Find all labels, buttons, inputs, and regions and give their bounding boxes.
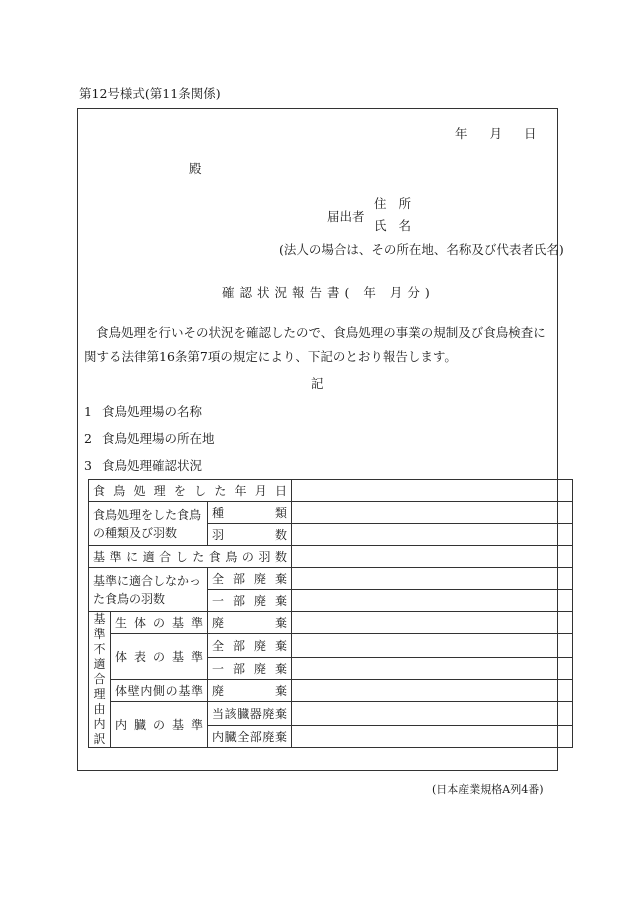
section-number: 1 — [84, 404, 92, 419]
date-row-value[interactable] — [292, 480, 573, 502]
count-label: 羽数 — [208, 524, 292, 546]
surface-partial-value[interactable] — [292, 658, 573, 680]
surface-label: 体表の基準 — [111, 634, 208, 680]
compliant-label: 基準に適合した食鳥の羽数 — [89, 546, 292, 568]
date-row-label: 食鳥処理をした年月日 — [89, 480, 292, 502]
noncompliant-full-label: 全部廃棄 — [208, 568, 292, 590]
report-title: 確認状況報告書( 年 月分) — [222, 285, 435, 300]
section-number: 2 — [84, 431, 92, 446]
compliant-value[interactable] — [292, 546, 573, 568]
surface-partial: 一部廃棄 — [208, 658, 292, 680]
applicant-label: 届出者 — [327, 209, 365, 224]
viscera-organ-value[interactable] — [292, 702, 573, 726]
surface-full-value[interactable] — [292, 634, 573, 658]
corporate-note: (法人の場合は、その所在地、名称及び代表者氏名) — [279, 242, 564, 257]
confirmation-table — [88, 479, 573, 748]
live-value[interactable] — [292, 612, 573, 634]
section-2 — [84, 429, 215, 447]
viscera-label: 内臓の基準 — [111, 702, 208, 748]
address-label: 住所 — [374, 196, 424, 211]
name-label: 氏名 — [374, 218, 424, 233]
viscera-organ: 当該臓器廃棄 — [208, 702, 292, 726]
date-line: 年 月 日 — [455, 126, 537, 141]
jis-note: (日本産業規格A列4番) — [432, 783, 544, 796]
viscera-all: 内臓全部廃棄 — [208, 726, 292, 748]
viscera-all-value[interactable] — [292, 726, 573, 748]
section-label: 食鳥処理場の名称 — [102, 404, 203, 419]
section-1 — [84, 402, 202, 420]
noncompliant-partial-value[interactable] — [292, 590, 573, 612]
live-label: 生体の基準 — [111, 612, 208, 634]
addressee-suffix: 殿 — [189, 161, 202, 176]
ki-heading: 記 — [311, 376, 324, 391]
reason-header — [89, 612, 111, 748]
noncompliant-label: 基準に適合しなかった食鳥の羽数 — [89, 568, 208, 612]
section-3 — [84, 456, 202, 474]
noncompliant-full-value[interactable] — [292, 568, 573, 590]
processed-label: 食鳥処理をした食鳥の種類及び羽数 — [89, 502, 208, 546]
kind-label: 種類 — [208, 502, 292, 524]
section-number: 3 — [84, 458, 92, 473]
noncompliant-partial-label: 一部廃棄 — [208, 590, 292, 612]
count-value[interactable] — [292, 524, 573, 546]
body-text: 食鳥処理を行いその状況を確認したので、食鳥処理の事業の規制及び食鳥検査に関する法律第16条第7項の規定により、下記のとおり報告します。 — [84, 325, 546, 364]
live-action: 廃棄 — [208, 612, 292, 634]
form-title: 第12号様式(第11条関係) — [79, 86, 221, 101]
surface-full: 全部廃棄 — [208, 634, 292, 658]
kind-value[interactable] — [292, 502, 573, 524]
section-label: 食鳥処理確認状況 — [102, 458, 203, 473]
reason-label: 基準不適合理由内訳 — [93, 612, 106, 746]
body-wall-action: 廃棄 — [208, 680, 292, 702]
body-wall-value[interactable] — [292, 680, 573, 702]
section-label: 食鳥処理場の所在地 — [102, 431, 215, 446]
body-wall-label: 体壁内側の基準 — [111, 680, 208, 702]
